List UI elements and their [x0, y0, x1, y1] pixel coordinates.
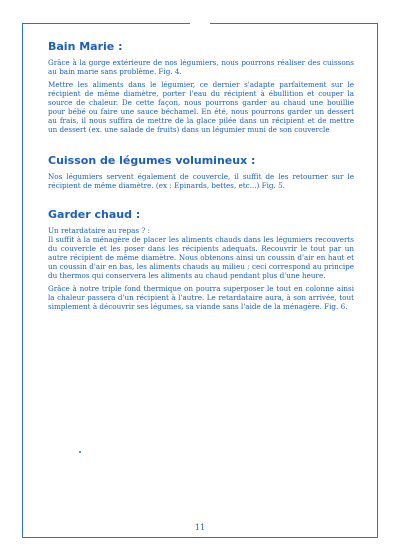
page-content [48, 40, 354, 327]
paragraph: Il suffit à la ménagère de placer les aliments chauds dans les légumiers recouverts du couvercle et les poser dans les récipients adequats. Recouvrir le tout par un autre récipient de même diamètre. Nous obtenons ainsi un coussin d'air en haut et un coussin d'air en bas, les aliments chauds au milieu ; ceci correspond au principe du thermos qui conservera les aliments au chaud pendant plus d'une heure. [48, 235, 354, 280]
paragraph: Nos légumiers servent également de couvercle, il suffit de les retourner sur le récipient de même diamètre. (ex : Epinards, bettes, etc...) Fig. 5. [48, 172, 354, 190]
stray-dot-mark [79, 451, 81, 453]
section-garder-chaud [48, 208, 354, 311]
section-title-bain-marie: Bain Marie : [48, 40, 123, 53]
page-number [0, 523, 400, 532]
frame-gap [190, 20, 210, 26]
section-cuisson-legumes [48, 154, 354, 190]
paragraph: Mettre les aliments dans le légumier, ce dernier s'adapte parfaitement sur le récipient de même diamètre, porter l'eau du récipient à ébullition et couper la source de chaleur. De cette façon, nous pourrons garder au chaud une bouillie pour bébé ou faire une sauce béchamel. En été, nous pourrons garder un dessert au frais, il nous suffira de mettre de la glace pilée dans un récipient et de mettre un dessert (ex. une salade de fruits) dans un légumier muni de son couvercle [48, 80, 354, 134]
paragraph: Grâce à notre triple fond thermique on pourra superposer le tout en colonne ainsi la chaleur passera d'un récipient à l'autre. Le retardataire aura, à son arrivée, tout simplement à découvrir ses légumes, sa viande sans l'aide de la ménagère. Fig. 6. [48, 284, 354, 311]
page-number-text: 11 [191, 523, 209, 532]
paragraph: Grâce à la gorge extérieure de nos légumiers, nous pourrons réaliser des cuissons au bain marie sans problème. Fig. 4. [48, 58, 354, 76]
section-title-garder-chaud: Garder chaud : [48, 208, 141, 221]
paragraph: Un retardataire au repas ? : [48, 226, 150, 235]
section-bain-marie [48, 40, 354, 134]
section-title-cuisson-legumes: Cuisson de légumes volumineux : [48, 154, 256, 167]
